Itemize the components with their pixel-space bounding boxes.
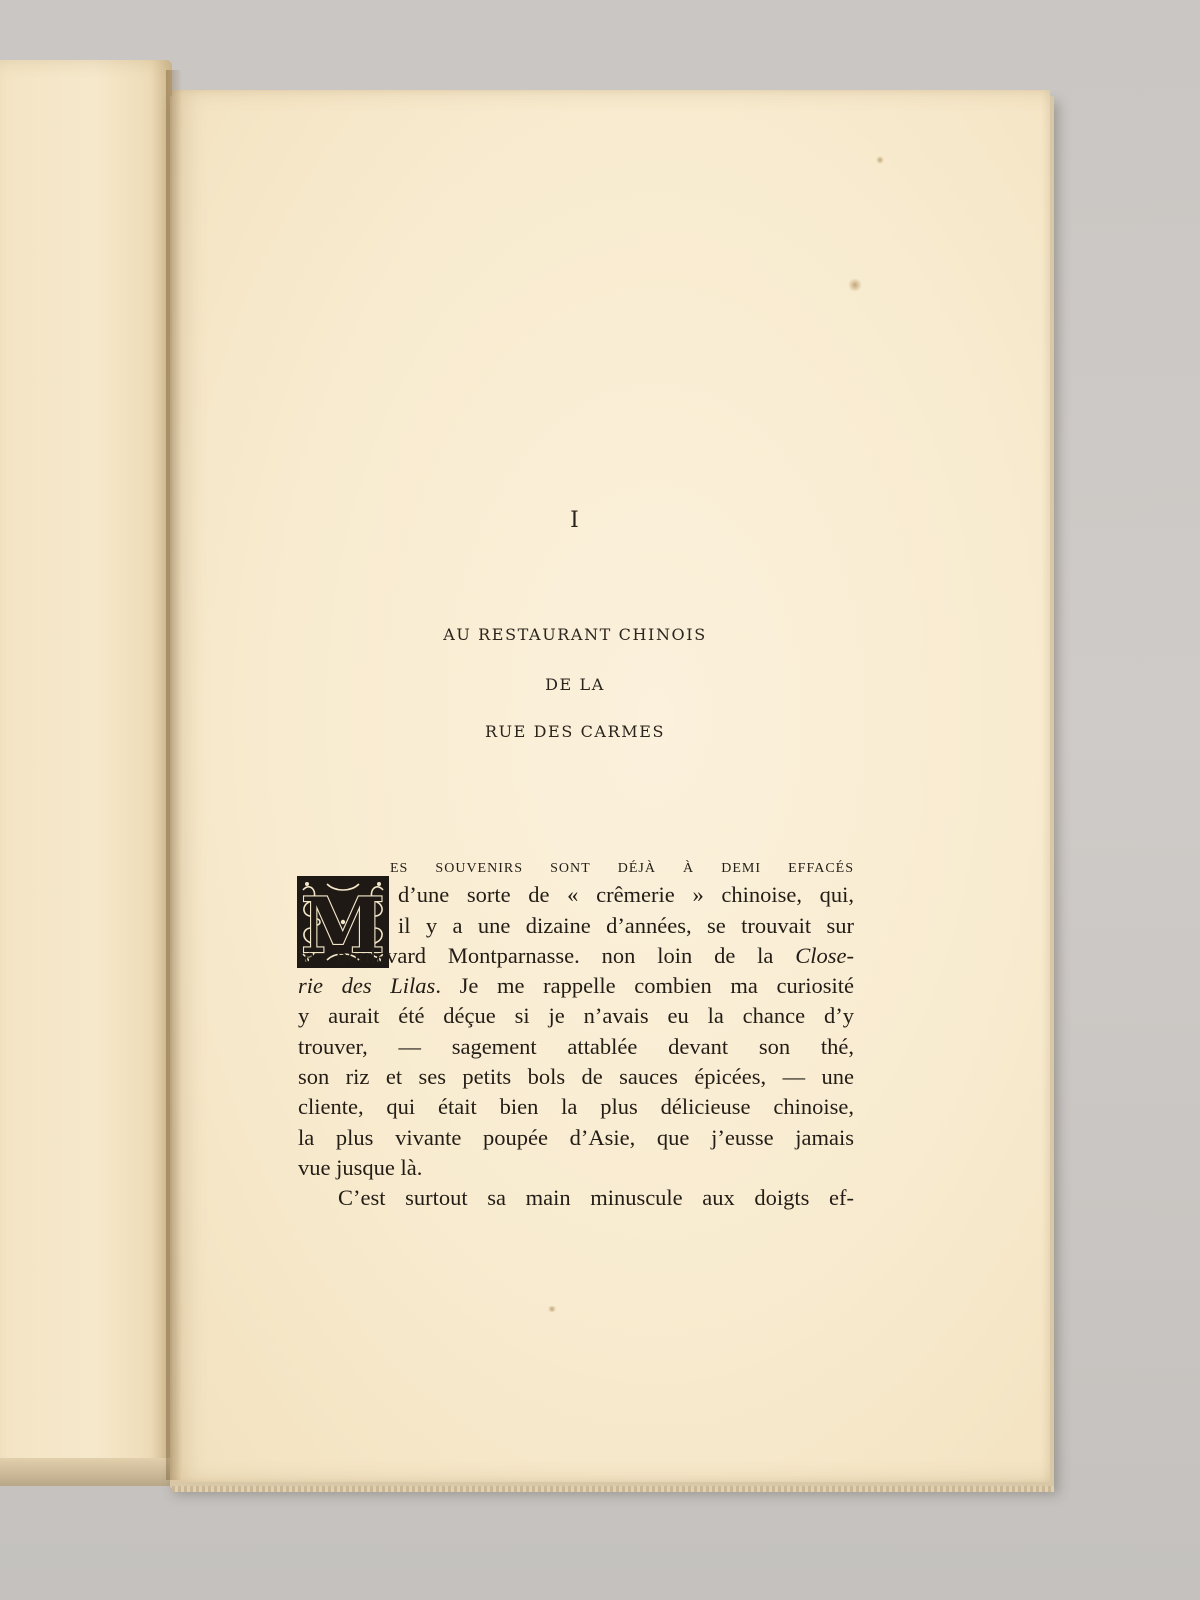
text-line-10: la plus vivante poupée d’Asie, que j’eusse jamais xyxy=(298,1124,854,1150)
chapter-title-line-1: AU RESTAURANT CHINOIS xyxy=(443,625,707,644)
text-line xyxy=(298,850,854,880)
text-line-8: son riz et ses petits bols de sauces épicées, — une xyxy=(298,1064,854,1090)
left-page-edge xyxy=(0,1458,178,1486)
gutter-shadow xyxy=(166,70,182,1480)
drop-cap-letter: M xyxy=(300,881,386,968)
text-line-9: cliente, qui était bien la plus délicieuse chinoise, xyxy=(298,1094,854,1120)
foxing-spot xyxy=(876,156,884,164)
text-line-7: trouver, — sagement attablée devant son thé, xyxy=(298,1033,854,1059)
foxing-spot xyxy=(848,278,862,292)
text-line-4: le boulevard Montparnasse. non loin de la xyxy=(298,942,796,968)
text-line-12: C’est surtout sa main minuscule aux doigts ef- xyxy=(338,1185,854,1211)
text-line xyxy=(298,941,854,971)
text-line-1: es souvenirs sont déjà à demi effacés xyxy=(390,855,854,877)
text-line-6: y aurait été déçue si je n’avais eu la chance d’y xyxy=(298,1003,854,1029)
foxing-spot xyxy=(547,1306,557,1312)
text-line-5: . Je me rappelle combien ma curiosité xyxy=(435,973,855,999)
body-text xyxy=(298,850,854,1214)
text-line-11: vue jusque là. xyxy=(298,1154,423,1180)
chapter-title-line-3: RUE DES CARMES xyxy=(484,722,666,741)
text-line-4-italic: Close- xyxy=(795,942,854,968)
right-page xyxy=(172,90,1050,1482)
text-line-2: d’une sorte de « crêmerie » chinoise, qui, xyxy=(398,882,854,908)
chapter-title-line-2: DE LA xyxy=(545,675,605,694)
text-line xyxy=(298,971,854,1001)
text-line-3: il y a une dizaine d’années, se trouvait sur xyxy=(398,912,854,938)
text-line-5-italic: rie des Lilas xyxy=(298,973,436,999)
left-page xyxy=(0,60,172,1475)
chapter-number: I xyxy=(570,508,580,533)
